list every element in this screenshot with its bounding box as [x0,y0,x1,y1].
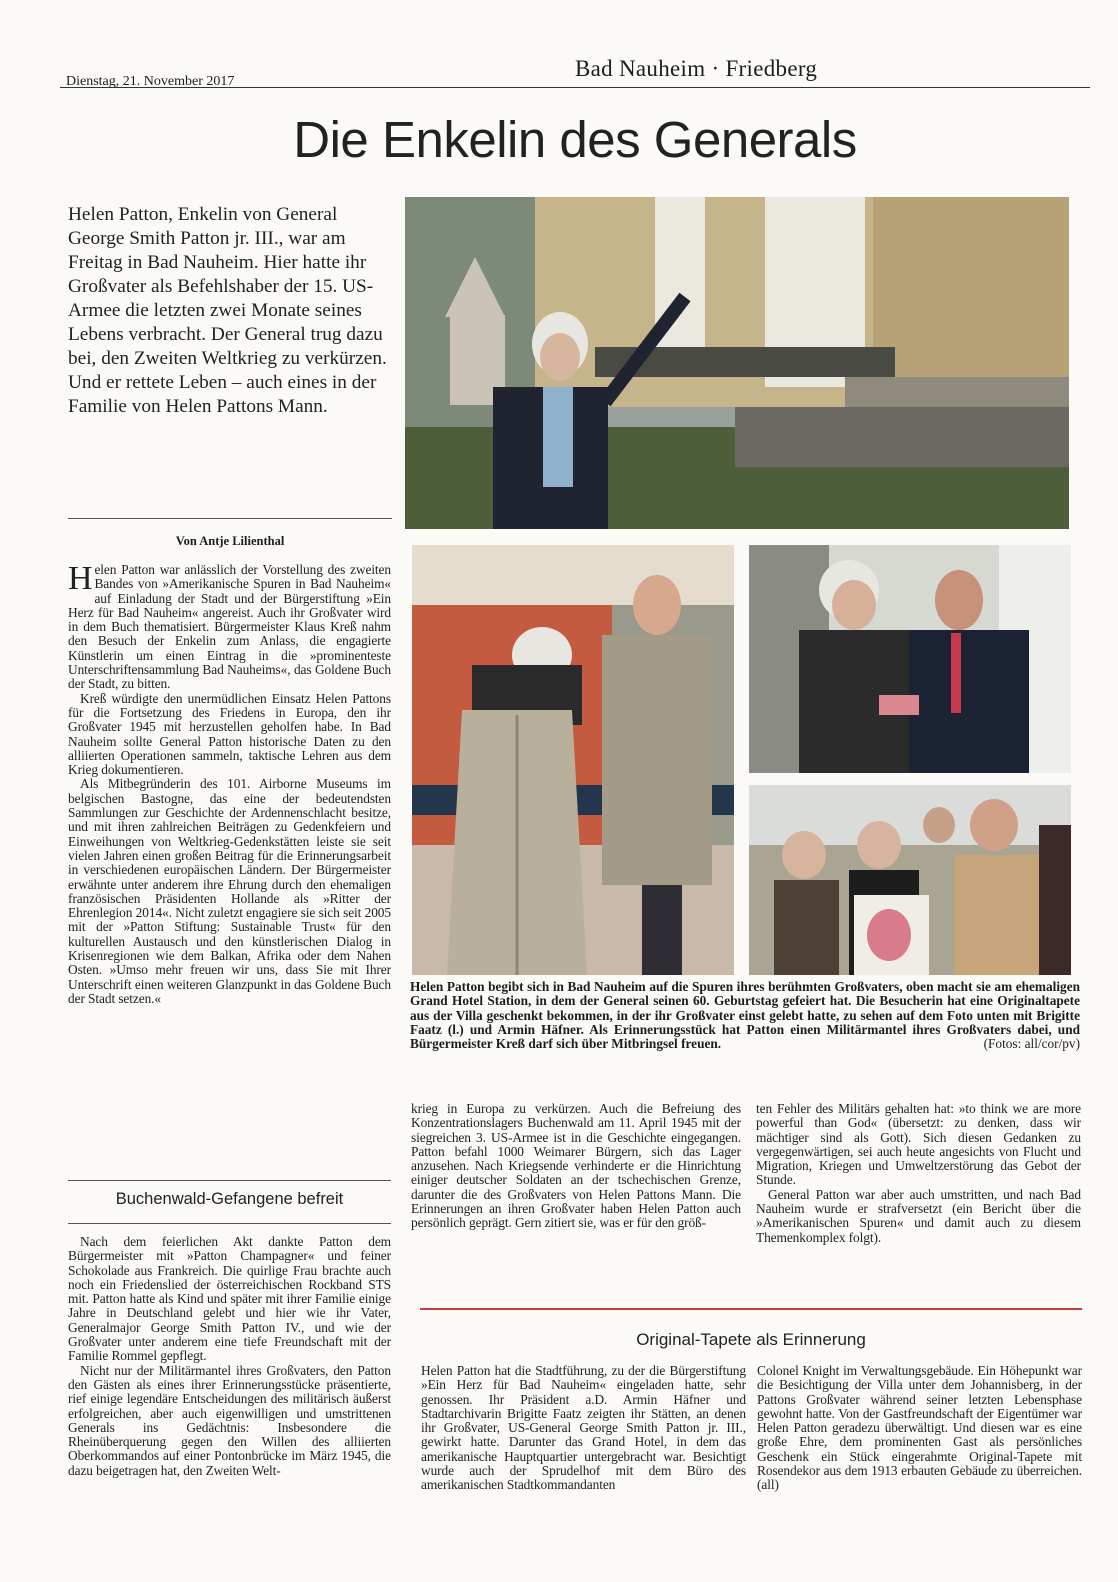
byline-rule [68,518,392,519]
paragraph-1: Helen Patton war anlässlich der Vorstellung des zweiten Bandes von »Amerikanische Spuren in Bad Nauheim« auf Einladung der Stadt und der Bürgerstiftung »Ein Herz für Bad Nauheim« angereist. Auch ihr Großvater wird in dem Buch thematisiert. Bürgermeister Klaus Kreß nahm den Besuch der Enkelin zum Anlass, die engagierte Künstlerin um einen Eintrag in die »prominenteste Unterschriftensammlung Bad Nauheims«, das Goldene Buch der Stadt, zu bitten. [68,560,391,692]
subhead-rule-bottom [68,1223,391,1224]
photo-mayor-gift [749,545,1071,773]
body-column-2 [411,1102,741,1231]
subhead-rule-top [68,1180,391,1181]
section-divider-red [420,1308,1082,1310]
drop-cap: H [68,560,93,597]
photo-wallpaper-group [749,785,1071,975]
photo-grand-hotel [405,197,1069,529]
subhead-tapete: Original-Tapete als Erinnerung [636,1330,866,1349]
section-masthead: Bad Nauheim · Friedberg [575,56,818,81]
byline: Von Antje Lilienthal [175,534,285,548]
photo-caption [410,980,1080,1051]
body-column-3 [756,1102,1081,1245]
body-column-1 [68,560,391,1006]
body-column-4 [421,1364,746,1493]
issue-date: Dienstag, 21. November 2017 [66,74,235,89]
photo-wallpaper-group-image [749,785,1071,975]
paragraph-9: Helen Patton hat die Stadtführung, zu der die Bürgerstiftung »Ein Herz für Bad Nauheim« eingeladen hatte, sehr genossen. Ihr Präsident a.D. Armin Häfner und Stadtarchivarin Brigitte Faatz zeigten ihr Stätten, an denen ihr Großvater, US-General George Smith Patton jr. III., gewirkt hatte. Darunter das Grand Hotel, in dem das amerikanische Hauptquartier untergebracht war. Besichtigt wurde auch der Sprudelhof mit dem Büro des amerikanischen Stadtkommandanten [421,1363,746,1493]
subhead-buchenwald: Buchenwald-Gefangene befreit [115,1190,344,1208]
photo-military-coat [412,545,734,975]
paragraph-3: Als Mitbegründerin des 101. Airborne Museums im belgischen Bastogne, das eine der bedeutendsten Sammlungen zur Geschichte der Ardennenschlacht besitze, und mit ihren zahlreichen Beiträgen zu Gedenkfeiern und Einweihungen von Weltkrieg-Gedenkstätten leiste sie seit vielen Jahren einen großen Beitrag für die Erinnerungsarbeit in verschiedenen europäischen Ländern. Der Bürgermeister erwähnte unter anderem ihre Ehrung durch den ehemaligen französischen Präsidenten Hollande als »Ritter der Ehrenlegion 2014«. Nicht zuletzt engagiere sie sich seit 2005 mit der »Patton Stiftung: Sustainable Trust« für den kulturellen Austausch und den künstlerischen Dialog in Krisenregionen wie dem Balkan, Afrika oder dem Nahen Osten. »Umso mehr freuen wir uns, dass Sie mit Ihrer Unterschrift einen weiteren Glanzpunkt in das Goldene Buch der Stadt setzen.« [68,776,391,1006]
paragraph-6: krieg in Europa zu verkürzen. Auch die Befreiung des Konzentrationslagers Buchenwald am 11. April 1945 mit der siegreichen 3. US-Armee ist in die Geschichte eingegangen. Patton befahl 1000 Weimarer Bürgern, sich das Lager anzusehen. Nach Kriegsende verhinderte er die Hinrichtung einiger deutscher Soldaten an der tschechischen Grenze, darunter die des Großvaters von Helen Pattons Mann. Die Erinnerungen an ihren Großvater haben Helen Patton auch persönlich geprägt. Gern zitiert sie, was er für den größ- [411,1101,741,1231]
article-headline: Die Enkelin des Generals [293,111,857,168]
paragraph-4: Nach dem feierlichen Akt dankte Patton dem Bürgermeister mit »Patton Champagner« und feiner Schokolade aus Frankreich. Die quirlige Frau brachte auch noch ein Friedenslied der österreichischen Rockband STS mit. Patton hatte als Kind und später mit ihrer Familie einige Jahre in Deutschland gelebt und hier wie ihr Vater, Generalmajor George Smith Patton IV., und wie der Großvater unter anderem eine tiefe Freundschaft mit der Familie Rommel gepflegt. [68,1234,391,1364]
photo-grand-hotel-image [405,197,1069,529]
paragraph-8: General Patton war aber auch umstritten, und nach Bad Nauheim wurde er strafversetzt (ein Bericht über die »Amerikanischen Spuren« und damit auch zu diesem Themenkomplex folgt). [756,1186,1081,1245]
body-column-1b [68,1235,391,1478]
photo-mayor-gift-image [749,545,1071,773]
body-column-5 [757,1364,1082,1493]
masthead-rule [60,87,1090,88]
article-lede: Helen Patton, Enkelin von General George Smith Patton jr. III., war am Freitag in Bad Nauheim. Hier hatte ihr Großvater als Befehlshaber der 15. US-Armee die letzten zwei Monate seines Lebens verbracht. Der General trug dazu bei, den Zweiten Weltkrieg zu verkürzen. Und er rettete Leben – auch eines in der Familie von Helen Pattons Mann. [68,204,387,417]
paragraph-2: Kreß würdigte den unermüdlichen Einsatz Helen Pattons für die Fortsetzung des Friedens in Europa, den ihr Großvater 1945 mit herzustellen geholfen habe. In Bad Nauheim sollte General Patton historische Daten zu den alliierten Operationen sammeln, taktische Lehren aus dem Krieg dokumentieren. [68,690,391,778]
paragraph-7: ten Fehler des Militärs gehalten hat: »to think we are more powerful than God« (übersetzt: zu denken, dass wir mächtiger sind als Gott). Sich diesen Gedanken zu vergegenwärtigen, sei auch heute angesichts von Flucht und Migration, Kriegen und Umweltzerstörung das Gebot der Stunde. [756,1101,1081,1188]
paragraph-10: Colonel Knight im Verwaltungsgebäude. Ein Höhepunkt war die Besichtigung der Villa unter dem Johannisberg, in der Pattons Großvater während seiner letzten Lebensphase gewohnt hatte. Von der Gastfreundschaft der Eigentümer war Helen Patton geradezu überwältigt. Und diesen war es eine große Ehre, dem prominenten Gast als persönliches Geschenk ein Stück eingerahmte Original-Tapete mit Rosendekor aus dem 1913 erbauten Gebäude zu überreichen. (all) [757,1363,1082,1493]
photo-military-coat-image [412,545,734,975]
paragraph-5: Nicht nur der Militärmantel ihres Großvaters, den Patton den Gästen als eines ihrer Erinnerungsstücke präsentierte, rief einige legendäre Entscheidungen des militärisch äußerst erfolgreichen, aber auch eigenwilligen und umstrittenen Generals ins Gedächtnis: Insbesondere die Rheinüberquerung gegen den Willen des alliierten Oberkommandos auf einer Pontonbrücke im März 1945, die dazu beigetragen hat, den Zweiten Welt- [68,1362,391,1478]
caption-text: Helen Patton begibt sich in Bad Nauheim auf die Spuren ihres berühmten Großvaters, oben macht sie am ehemaligen Grand Hotel Station, in dem der General seinen 60. Geburtstag gefeiert hat. Die Besucherin hat eine Originaltapete aus der Villa geschenkt bekommen, in der ihr Großvater einst gelebt hatte, zu sehen auf dem Foto unten mit Brigitte Faatz (l.) und Armin Häfner. Als Erinnerungsstück hat Patton einen Militärmantel ihres Großvaters dabei, und Bürgermeister Kreß darf sich über Mitbringsel freuen. [410,979,1080,1052]
photo-credit: (Fotos: all/cor/pv) [983,1036,1080,1052]
